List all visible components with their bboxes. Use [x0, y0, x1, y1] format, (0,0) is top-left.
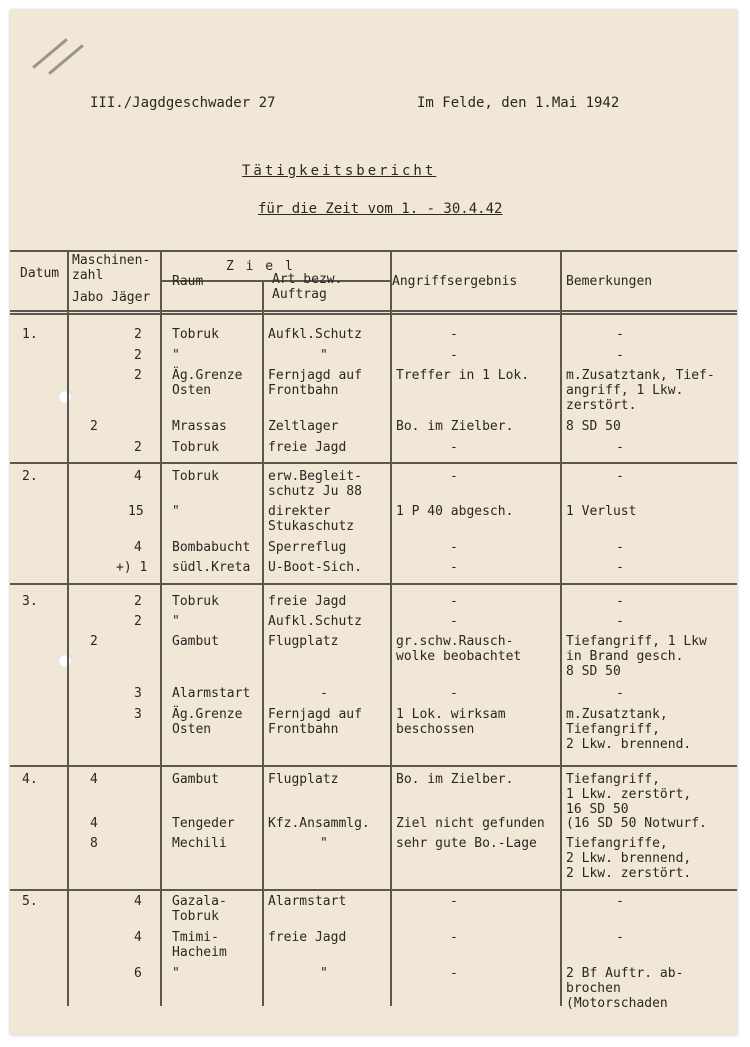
cell-art: freie Jagd: [268, 930, 347, 945]
cell-ergebnis: -: [450, 930, 458, 945]
punch-hole: [58, 390, 72, 404]
col-divider: [67, 250, 69, 1006]
cell-bemerkungen: m.Zusatztank, Tief- angriff, 1 Lkw. zerstört.: [566, 368, 715, 413]
cell-ergebnis: -: [450, 614, 458, 629]
cell-raum: Bombabucht: [172, 540, 251, 555]
cell-raum: Tobruk: [172, 440, 219, 455]
document-page: [10, 10, 737, 1035]
cell-bemerkungen: -: [616, 930, 624, 945]
cell-raum: ": [172, 348, 180, 363]
cell-ergebnis: Ziel nicht gefunden: [396, 816, 545, 831]
cell-ergebnis: gr.schw.Rausch- wolke beobachtet: [396, 634, 522, 664]
cell-bemerkungen: 2 Bf Auftr. ab- brochen (Motorschaden: [566, 966, 684, 1011]
col-divider: [390, 250, 392, 1006]
cell-jaeger: 3: [134, 707, 142, 722]
cell-bemerkungen: -: [616, 686, 624, 701]
cell-ergebnis: -: [450, 966, 458, 981]
cell-datum: 5.: [22, 894, 38, 909]
cell-jaeger: 4: [134, 469, 142, 484]
header-ziel: Z i e l: [226, 259, 295, 274]
cell-jaeger: 4: [134, 930, 142, 945]
cell-art: ": [320, 348, 328, 363]
cell-raum: Äg.Grenze Osten: [172, 707, 243, 737]
cell-datum: 1.: [22, 327, 38, 342]
cell-bemerkungen: 8 SD 50: [566, 419, 621, 434]
cell-art: Flugplatz: [268, 634, 339, 649]
cell-ergebnis: 1 P 40 abgesch.: [396, 504, 514, 519]
cell-bemerkungen: m.Zusatztank, Tiefangriff, 2 Lkw. brennend.: [566, 707, 692, 752]
cell-jabo: 2: [90, 419, 98, 434]
header-maschinenzahl: Maschinen- zahl: [72, 253, 151, 283]
cell-ergebnis: -: [450, 894, 458, 909]
cell-raum: Tengeder: [172, 816, 235, 831]
unit-heading: III./Jagdgeschwader 27: [90, 95, 276, 111]
cell-art: Aufkl.Schutz: [268, 327, 362, 342]
header-raum: Raum: [172, 274, 204, 289]
place-date: Im Felde, den 1.Mai 1942: [417, 95, 620, 111]
table-top-rule: [10, 250, 737, 252]
cell-bemerkungen: -: [616, 560, 624, 575]
cell-art: Zeltlager: [268, 419, 339, 434]
header-art: Art bezw. Auftrag: [272, 272, 343, 302]
cell-bemerkungen: -: [616, 469, 624, 484]
day-rule: [10, 462, 737, 464]
cell-jaeger: 15: [128, 504, 144, 519]
cell-raum: Gambut: [172, 634, 219, 649]
cell-art: ": [320, 836, 328, 851]
cell-jaeger: 3: [134, 686, 142, 701]
col-divider: [560, 250, 562, 1006]
cell-bemerkungen: Tiefangriff, 1 Lkw in Brand gesch. 8 SD 50: [566, 634, 707, 679]
col-divider: [262, 280, 264, 1006]
cell-art: erw.Begleit- schutz Ju 88: [268, 469, 362, 499]
cell-jaeger: 2: [134, 440, 142, 455]
cell-raum: Alarmstart: [172, 686, 251, 701]
cell-raum: Tmimi- Hacheim: [172, 930, 227, 960]
header-rule: [10, 310, 737, 312]
cell-art: ": [320, 966, 328, 981]
cell-bemerkungen: (16 SD 50 Notwurf.: [566, 816, 707, 831]
cell-raum: Tobruk: [172, 469, 219, 484]
header-datum: Datum: [20, 266, 60, 281]
cell-ergebnis: -: [450, 327, 458, 342]
cell-bemerkungen: -: [616, 540, 624, 555]
cell-raum: ": [172, 504, 180, 519]
cell-art: Fernjagd auf Frontbahn: [268, 368, 362, 398]
punch-hole: [58, 654, 72, 668]
cell-raum: Tobruk: [172, 594, 219, 609]
cell-ergebnis: 1 Lok. wirksam beschossen: [396, 707, 506, 737]
cell-ergebnis: Bo. im Zielber.: [396, 419, 514, 434]
cell-raum: ": [172, 614, 180, 629]
cell-raum: Mrassas: [172, 419, 227, 434]
cell-jabo: 2: [90, 634, 98, 649]
cell-art: freie Jagd: [268, 440, 347, 455]
cell-ergebnis: -: [450, 540, 458, 555]
cell-datum: 3.: [22, 594, 38, 609]
cell-bemerkungen: -: [616, 327, 624, 342]
cell-bemerkungen: -: [616, 594, 624, 609]
cell-ergebnis: -: [450, 594, 458, 609]
cell-jaeger: 2: [134, 368, 142, 383]
report-period: für die Zeit vom 1. - 30.4.42: [258, 201, 503, 217]
cell-jaeger: 2: [134, 594, 142, 609]
col-divider: [160, 250, 162, 1006]
cell-raum: Äg.Grenze Osten: [172, 368, 243, 398]
cell-bemerkungen: -: [616, 614, 624, 629]
cell-raum: Mechili: [172, 836, 227, 851]
cell-raum: ": [172, 966, 180, 981]
cell-bemerkungen: -: [616, 894, 624, 909]
day-rule: [10, 765, 737, 767]
cell-ergebnis: Treffer in 1 Lok.: [396, 368, 530, 383]
cell-art: U-Boot-Sich.: [268, 560, 362, 575]
cell-bemerkungen: Tiefangriffe, 2 Lkw. brennend, 2 Lkw. zerstört.: [566, 836, 692, 881]
header-rule: [10, 313, 737, 315]
cell-jabo: 4: [90, 816, 98, 831]
cell-raum: Gambut: [172, 772, 219, 787]
cell-art: Flugplatz: [268, 772, 339, 787]
header-angriffsergebnis: Angriffsergebnis: [392, 274, 518, 289]
cell-ergebnis: -: [450, 469, 458, 484]
cell-jaeger: 2: [134, 614, 142, 629]
cell-raum: Gazala- Tobruk: [172, 894, 227, 924]
cell-ergebnis: -: [450, 440, 458, 455]
cell-ergebnis: -: [450, 686, 458, 701]
report-title: Tätigkeitsbericht: [242, 163, 437, 179]
cell-art: freie Jagd: [268, 594, 347, 609]
cell-art: Aufkl.Schutz: [268, 614, 362, 629]
cell-raum: Tobruk: [172, 327, 219, 342]
cell-jaeger: 4: [134, 540, 142, 555]
cell-bemerkungen: -: [616, 440, 624, 455]
cell-jabo: 8: [90, 836, 98, 851]
cell-bemerkungen: 1 Verlust: [566, 504, 637, 519]
day-rule: [10, 583, 737, 585]
cell-art: Kfz.Ansammlg.: [268, 816, 370, 831]
cell-art: -: [320, 686, 328, 701]
header-bemerkungen: Bemerkungen: [566, 274, 653, 289]
cell-datum: 4.: [22, 772, 38, 787]
cell-bemerkungen: Tiefangriff, 1 Lkw. zerstört, 16 SD 50: [566, 772, 692, 817]
header-jabo-jaeger: Jabo Jäger: [72, 290, 151, 305]
cell-datum: 2.: [22, 469, 38, 484]
cell-art: direkter Stukaschutz: [268, 504, 355, 534]
day-rule: [10, 889, 737, 891]
cell-jaeger: 2: [134, 348, 142, 363]
cell-jaeger: +) 1: [116, 560, 148, 575]
cell-art: Alarmstart: [268, 894, 347, 909]
cell-jaeger: 4: [134, 894, 142, 909]
cell-ergebnis: -: [450, 348, 458, 363]
cell-jaeger: 6: [134, 966, 142, 981]
cell-jabo: 4: [90, 772, 98, 787]
cell-raum: südl.Kreta: [172, 560, 251, 575]
cell-bemerkungen: -: [616, 348, 624, 363]
cell-ergebnis: sehr gute Bo.-Lage: [396, 836, 537, 851]
cell-ergebnis: -: [450, 560, 458, 575]
cell-jaeger: 2: [134, 327, 142, 342]
cell-art: Fernjagd auf Frontbahn: [268, 707, 362, 737]
cell-art: Sperreflug: [268, 540, 347, 555]
cell-ergebnis: Bo. im Zielber.: [396, 772, 514, 787]
